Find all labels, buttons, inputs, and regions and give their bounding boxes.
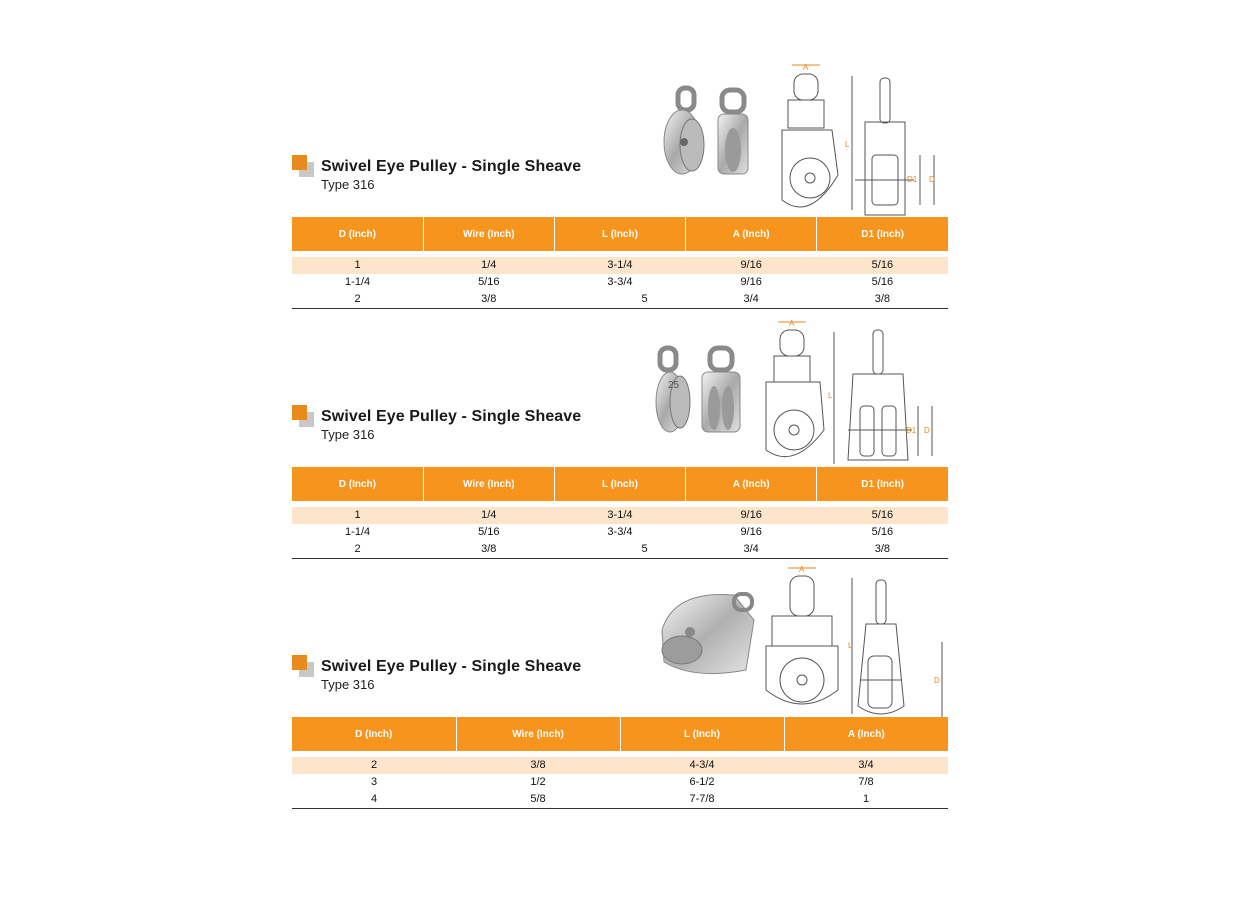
dim-label-d: D <box>929 175 935 184</box>
table-cell: 5 <box>554 541 685 559</box>
table-header-row <box>292 467 948 501</box>
table-cell: 6-1/2 <box>689 776 715 788</box>
table-cell: 3-3/4 <box>607 526 633 538</box>
column-header: A (Inch) <box>784 717 948 751</box>
section-subtitle: Type 316 <box>321 177 375 192</box>
table-cell: 5/16 <box>817 257 948 274</box>
table-cell: 1 <box>292 507 423 524</box>
dim-label-d: D <box>934 676 940 685</box>
dimension-drawing-front <box>848 330 932 460</box>
dimension-drawing-front <box>858 580 942 718</box>
product-section-3 <box>292 550 948 805</box>
table-row <box>292 791 948 809</box>
table-cell: 3 <box>370 776 378 788</box>
table-cell: 7-7/8 <box>620 791 784 809</box>
column-header: Wire (Inch) <box>423 467 554 501</box>
table-cell: 9/16 <box>686 257 817 274</box>
table-cell: 3-1/4 <box>554 257 685 274</box>
column-header: D1 (Inch) <box>817 217 948 251</box>
table-row <box>292 757 948 774</box>
column-header: A (Inch) <box>686 217 817 251</box>
section-subtitle: Type 316 <box>321 677 375 692</box>
dim-label-l: L <box>845 140 850 149</box>
product-section-1 <box>292 50 948 305</box>
dim-label-a: A <box>789 319 795 328</box>
table-cell: 2 <box>292 291 423 309</box>
heading-square-orange <box>292 405 307 420</box>
table-row <box>292 524 948 541</box>
table-cell: 3/8 <box>423 291 554 309</box>
dim-label-d: D <box>924 426 930 435</box>
table-cell: 5/16 <box>478 276 500 288</box>
table-cell: 1-1/4 <box>345 526 371 538</box>
table-cell: 9/16 <box>686 507 817 524</box>
table-cell: 1 <box>292 257 423 274</box>
column-header: L (Inch) <box>554 217 685 251</box>
table-cell: 1/2 <box>530 776 546 788</box>
table-cell: 4 <box>292 791 456 809</box>
table-cell: 2 <box>292 541 423 559</box>
table-cell: 4-3/4 <box>620 757 784 774</box>
section-title: Swivel Eye Pulley - Single Sheave <box>321 158 582 175</box>
section-title: Swivel Eye Pulley - Single Sheave <box>321 658 582 675</box>
table-cell: 9/16 <box>740 276 762 288</box>
table-cell: 5/8 <box>456 791 620 809</box>
section-title: Swivel Eye Pulley - Single Sheave <box>321 408 582 425</box>
column-header: L (Inch) <box>554 467 685 501</box>
section-subtitle: Type 316 <box>321 427 375 442</box>
dimension-drawing-side <box>766 565 853 714</box>
column-header: A (Inch) <box>686 467 817 501</box>
heading-square-orange <box>292 655 307 670</box>
heading-square-orange <box>292 155 307 170</box>
table-cell: 1-1/4 <box>345 276 371 288</box>
table-cell: 7/8 <box>858 776 874 788</box>
table-cell: 3/8 <box>817 541 948 559</box>
photo-engraving: 25 <box>668 380 680 391</box>
spec-table <box>292 467 948 559</box>
spec-table <box>292 217 948 309</box>
dim-label-l: L <box>848 641 853 650</box>
table-row <box>292 507 948 524</box>
column-header: D1 (Inch) <box>817 467 948 501</box>
column-header: Wire (Inch) <box>456 717 620 751</box>
table-cell: 5/16 <box>871 276 894 288</box>
table-cell: 1/4 <box>423 257 554 274</box>
product-illustration <box>654 300 954 470</box>
column-header: L (Inch) <box>620 717 784 751</box>
product-section-2 <box>292 300 948 555</box>
table-cell: 3/4 <box>686 291 817 309</box>
pulley-photo <box>662 594 754 674</box>
table-cell: 5 <box>554 291 685 309</box>
table-row <box>292 774 948 791</box>
table-cell: 2 <box>292 757 456 774</box>
dimension-drawing-side <box>766 319 834 464</box>
column-header: D (Inch) <box>292 717 456 751</box>
product-illustration <box>654 550 954 720</box>
pulley-photo-side <box>656 348 690 432</box>
dim-label-d1: D1 <box>907 175 918 184</box>
table-cell: 5/16 <box>478 526 500 538</box>
table-cell: 3/8 <box>423 541 554 559</box>
table-cell: 5/16 <box>817 507 948 524</box>
pulley-photo-side <box>664 88 704 174</box>
table-cell: 3/4 <box>784 757 948 774</box>
pulley-photo-front <box>718 90 748 174</box>
table-cell: 3-3/4 <box>607 276 633 288</box>
table-cell: 9/16 <box>740 526 762 538</box>
dim-label-a: A <box>803 63 809 72</box>
dimension-drawing-side <box>782 63 852 210</box>
column-header: D (Inch) <box>292 467 423 501</box>
table-cell: 3/8 <box>456 757 620 774</box>
dimension-drawing-front <box>855 78 935 215</box>
table-header-row <box>292 217 948 251</box>
table-cell: 1 <box>784 791 948 809</box>
table-cell: 1/4 <box>423 507 554 524</box>
pulley-photo-front <box>702 348 740 432</box>
table-row <box>292 257 948 274</box>
product-illustration <box>662 50 952 220</box>
dim-label-d1: D1 <box>906 426 917 435</box>
table-header-row <box>292 717 948 751</box>
dim-label-a: A <box>799 565 805 574</box>
table-cell: 3/4 <box>686 541 817 559</box>
table-cell: 5/16 <box>871 526 894 538</box>
dim-label-l: L <box>828 391 833 400</box>
column-header: Wire (Inch) <box>423 217 554 251</box>
table-cell: 3/8 <box>817 291 948 309</box>
table-row <box>292 274 948 291</box>
table-cell: 3-1/4 <box>554 507 685 524</box>
column-header: D (Inch) <box>292 217 423 251</box>
spec-table <box>292 717 948 809</box>
